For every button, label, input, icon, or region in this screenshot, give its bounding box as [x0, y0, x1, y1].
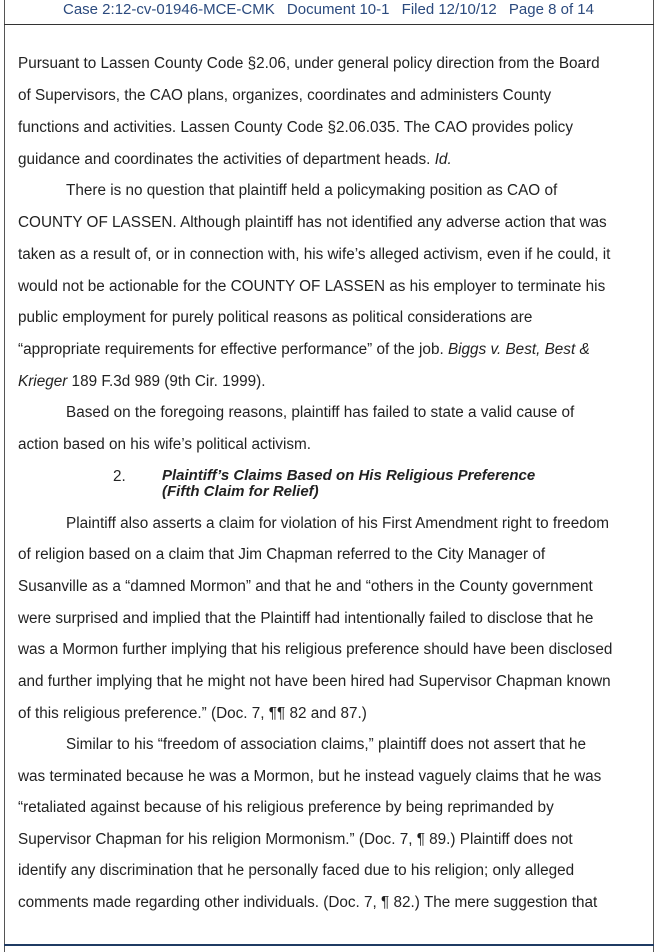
body-line: Supervisor Chapman for his religion Mormonism.” (Doc. 7, ¶ 89.) Plaintiff does not	[18, 831, 573, 848]
document-number: Document 10-1	[286, 1, 390, 18]
body-line: of this religious preference.” (Doc. 7, ¶¶ 82 and 87.)	[18, 705, 367, 722]
footer-rule	[4, 944, 654, 946]
body-text: guidance and coordinates the activities of department heads.	[18, 151, 431, 168]
body-line: Pursuant to Lassen County Code §2.06, under general policy direction from the Board	[18, 55, 600, 72]
body-line: functions and activities. Lassen County Code §2.06.035. The CAO provides policy	[18, 119, 573, 136]
body-line: was terminated because he was a Mormon, but he instead vaguely claims that he was	[18, 768, 602, 785]
body-line: Similar to his “freedom of association claims,” plaintiff does not assert that he	[66, 736, 587, 753]
court-filing-header	[0, 1, 657, 18]
citation-id: Id.	[434, 151, 452, 168]
body-line: public employment for purely political reasons as political considerations are	[18, 309, 533, 326]
body-line: Plaintiff also asserts a claim for violation of his First Amendment right to freedom	[66, 515, 609, 532]
body-line: were surprised and implied that the Plaintiff had intentionally failed to disclose that he	[18, 610, 594, 627]
body-line: COUNTY OF LASSEN. Although plaintiff has not identified any adverse action that was	[18, 214, 607, 231]
section-heading: Plaintiff’s Claims Based on His Religious Preference	[162, 467, 536, 484]
body-line	[18, 150, 452, 170]
case-number: Case 2:12-cv-01946-MCE-CMK	[63, 1, 275, 18]
page-number: Page 8 of 14	[508, 1, 594, 18]
body-text: 189 F.3d 989 (9th Cir. 1999).	[67, 373, 266, 390]
body-line: There is no question that plaintiff held a policymaking position as CAO of	[66, 182, 558, 199]
body-line: taken as a result of, or in connection with, his wife’s alleged activism, even if he could, it	[18, 246, 611, 263]
body-line	[18, 372, 265, 392]
body-line: was a Mormon further implying that his religious preference should have been disclosed	[18, 641, 613, 658]
case-citation: Krieger	[18, 373, 68, 390]
body-line: of religion based on a claim that Jim Chapman referred to the City Manager of	[18, 546, 546, 563]
body-line: action based on his wife’s political activism.	[18, 436, 312, 453]
body-line: identify any discrimination that he personally faced due to his religion; only alleged	[18, 862, 575, 879]
body-text: “appropriate requirements for effective performance” of the job.	[18, 341, 444, 358]
body-line: Susanville as a “damned Mormon” and that he and “others in the County government	[18, 578, 593, 595]
section-number: 2.	[113, 468, 126, 485]
body-line: and further implying that he might not have been hired had Supervisor Chapman known	[18, 673, 611, 690]
body-line: would not be actionable for the COUNTY OF LASSEN as his employer to terminate his	[18, 278, 606, 295]
page-left-border	[4, 0, 5, 952]
case-citation: Biggs v. Best, Best &	[447, 341, 590, 358]
page-right-border	[653, 0, 654, 952]
body-line	[18, 340, 590, 360]
section-subheading: (Fifth Claim for Relief)	[162, 483, 319, 500]
body-line: of Supervisors, the CAO plans, organizes, coordinates and administers County	[18, 87, 552, 104]
body-line: Based on the foregoing reasons, plaintiff has failed to state a valid cause of	[66, 404, 575, 421]
filed-date: Filed 12/10/12	[401, 1, 497, 18]
body-line: comments made regarding other individuals. (Doc. 7, ¶ 82.) The mere suggestion that	[18, 894, 598, 911]
body-line: “retaliated against because of his religious preference by being reprimanded by	[18, 799, 554, 816]
header-rule	[4, 24, 654, 25]
